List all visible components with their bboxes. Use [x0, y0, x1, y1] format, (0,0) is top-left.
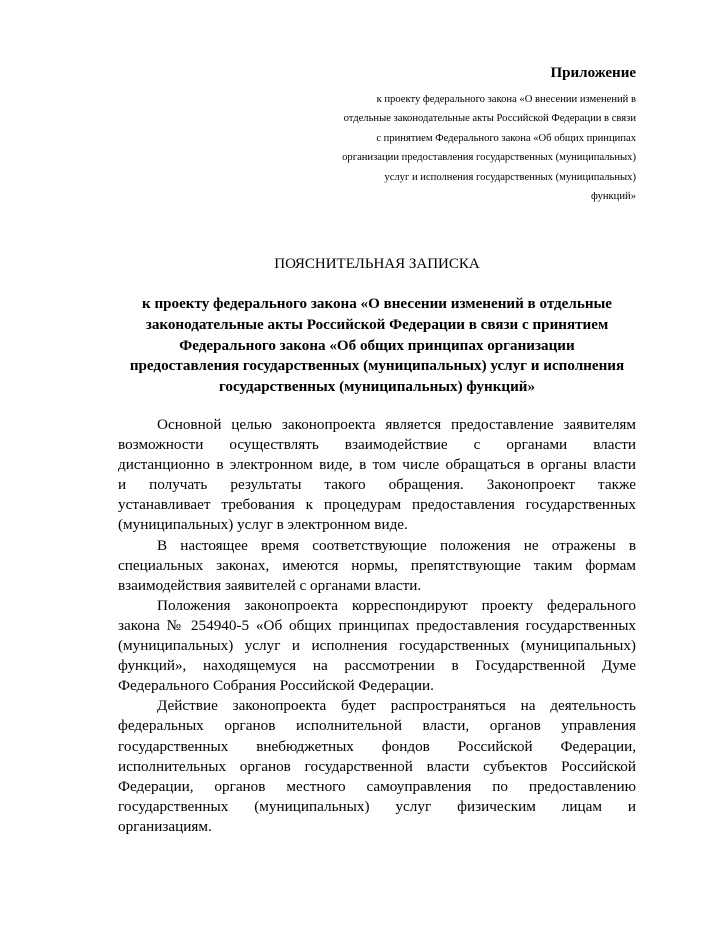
subtitle-line: предоставления государственных (муниципальных) услуг и исполнения [129, 358, 625, 375]
appendix-line: организации предоставления государственных (муниципальных) [342, 152, 636, 164]
body-line: государственных внебюджетных фондов Российской Федерации, [118, 737, 636, 755]
appendix-line: к проекту федерального закона «О внесении изменений в [376, 94, 636, 105]
body-line: Федерации, органов местного самоуправления по предоставлению [118, 777, 636, 795]
body-line: государственных (муниципальных) услуг физическим лицам и [118, 797, 636, 815]
appendix-line: функций» [590, 191, 636, 203]
document-body [118, 415, 636, 837]
body-line: взаимодействия заявителей с органами власти. [118, 576, 422, 594]
body-line: Положения законопроекта корреспондируют проекту федерального [157, 596, 636, 614]
body-line: и получать результаты такого обращения. Законопроект также [118, 476, 636, 494]
appendix-block [296, 64, 636, 206]
appendix-title: Приложение [550, 65, 636, 81]
document-title: ПОЯСНИТЕЛЬНАЯ ЗАПИСКА [274, 256, 480, 272]
body-line: устанавливает требования к процедурам предоставления государственных [118, 496, 636, 514]
body-line: закона № 254940-5 «Об общих принципах предоставления государственных [118, 616, 636, 634]
appendix-line: услуг и исполнения государственных (муниципальных) [384, 171, 636, 183]
body-line: дистанционно в электронном виде, в том числе обращаться в органы власти [118, 456, 636, 474]
body-line: возможности осуществлять взаимодействие с органами власти [118, 436, 636, 454]
body-line: Федерального Собрания Российской Федерации. [118, 677, 434, 695]
subtitle-line: государственных (муниципальных) функций» [218, 379, 536, 396]
body-line: функций», находящемуся на рассмотрении в Государственной Думе [118, 657, 636, 675]
subtitle-line: законодательные акты Российской Федерации в связи с принятием [145, 316, 609, 333]
body-line: В настоящее время соответствующие положения не отражены в [157, 536, 636, 554]
body-line: организациям. [118, 817, 212, 835]
appendix-line: отдельные законодательные акты Российской Федерации в связи [343, 113, 636, 125]
body-line: Основной целью законопроекта является предоставление заявителям [157, 416, 636, 433]
body-line: (муниципальных) услуг в электронном виде. [118, 516, 408, 534]
body-line: федеральных органов исполнительной власти, органов управления [118, 717, 636, 735]
body-line: исполнительных органов государственной власти субъектов Российской [118, 757, 636, 775]
body-line: Действие законопроекта будет распространяться на деятельность [157, 697, 636, 715]
subtitle-line: к проекту федерального закона «О внесении изменений в отдельные [141, 296, 613, 312]
body-line: специальных законах, имеются нормы, препятствующие таким формам [118, 556, 636, 574]
subtitle-line: Федерального закона «Об общих принципах организации [179, 337, 575, 354]
body-line: (муниципальных) услуг и исполнения государственных (муниципальных) [118, 637, 636, 655]
document-subtitle [112, 294, 642, 398]
appendix-line: с принятием Федерального закона «Об общих принципах [376, 132, 636, 144]
